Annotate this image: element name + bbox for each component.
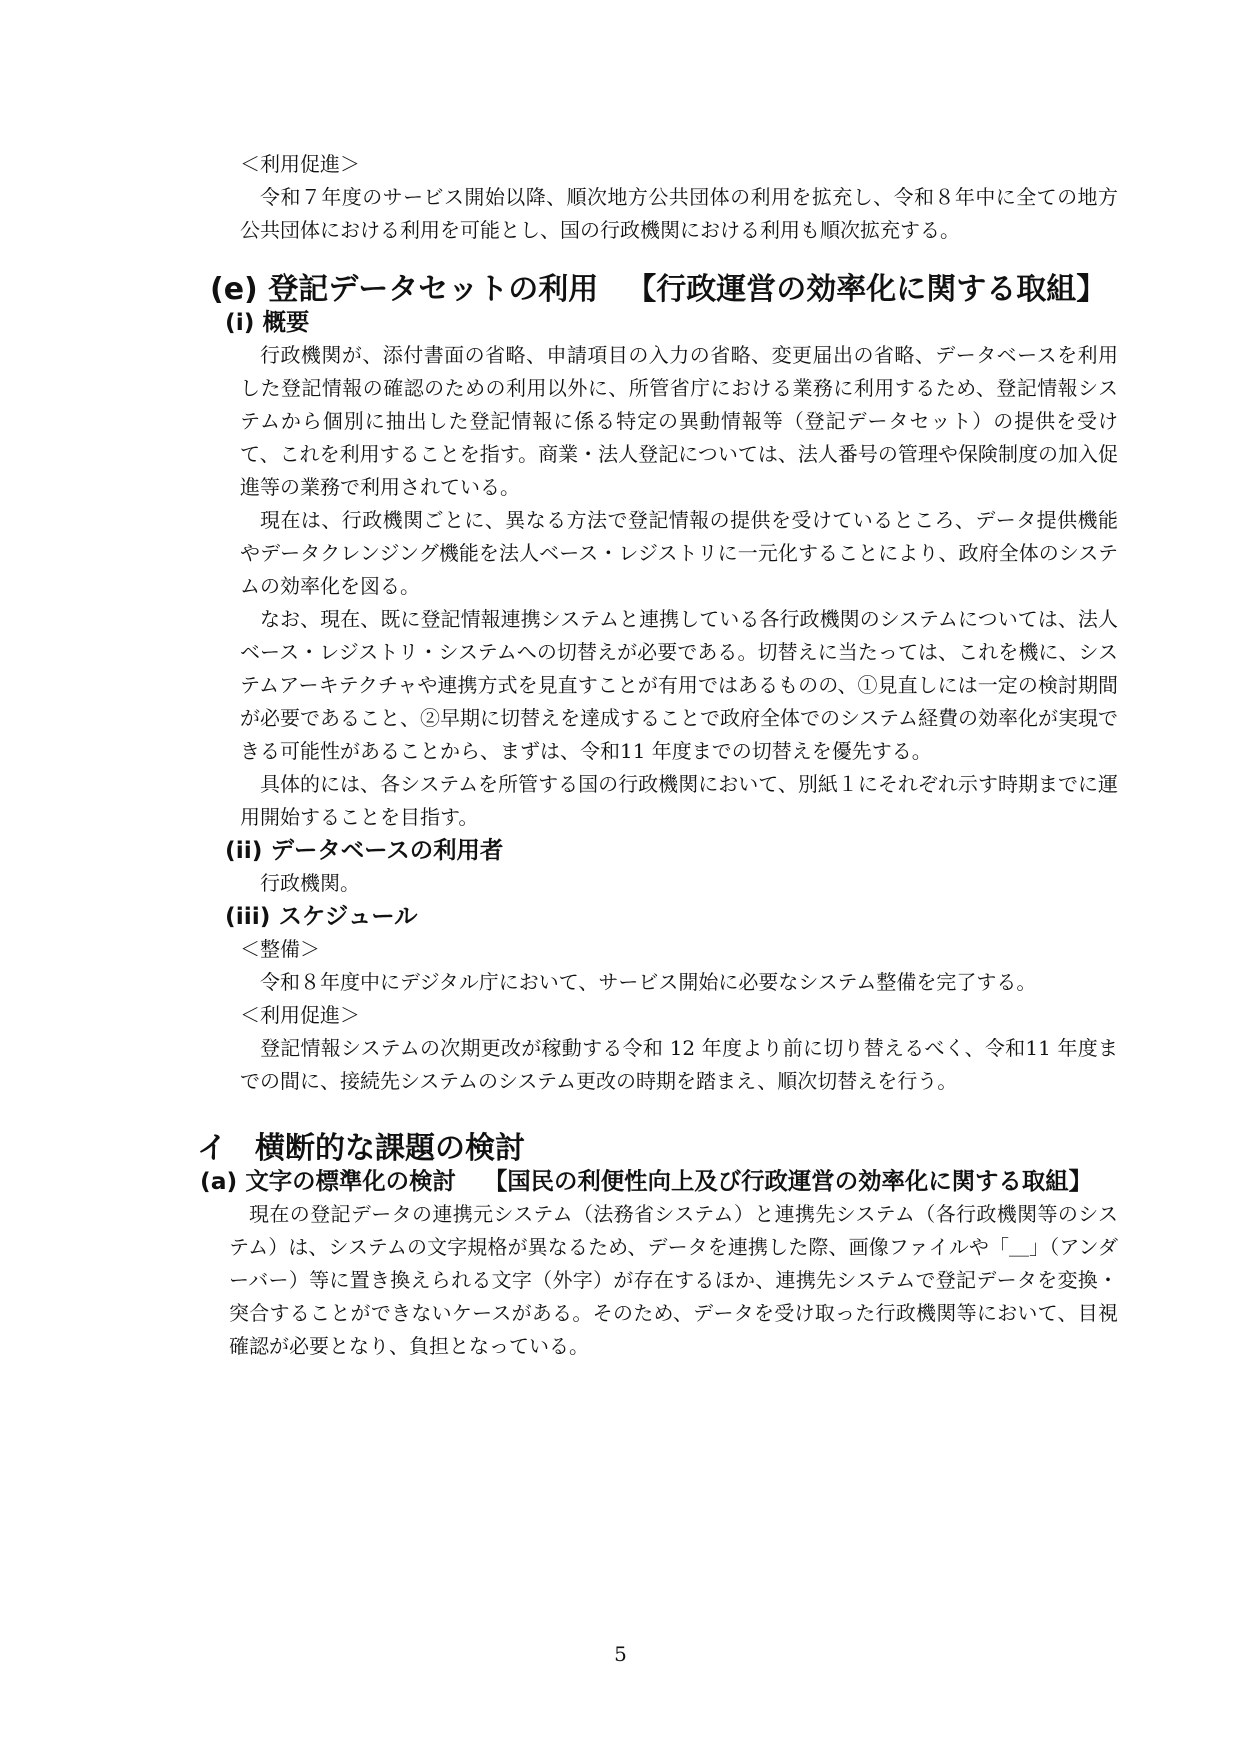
- section-a-tag: 【国民の利便性向上及び行政運営の効率化に関する取組】: [483, 1167, 1092, 1195]
- section-i-title: 横断的な課題の検討: [255, 1131, 525, 1166]
- section-i-heading: [197, 1132, 1241, 1165]
- sub-iii-title: スケジュール: [278, 902, 418, 930]
- page-number: 5: [614, 1642, 627, 1666]
- schedule-promotion-paragraph: 登記情報システムの次期更改が稼動する令和 12 年度より前に切り替えるべく、令和11 年度までの間に、接続先システムのシステム更改の時期を踏まえ、順次切替えを行う。: [240, 1036, 1118, 1093]
- sub-ii-title: データベースの利用者: [270, 836, 504, 864]
- top-block: [240, 148, 1241, 247]
- users-paragraph: 行政機関。: [260, 871, 360, 895]
- sub-iii-body: [240, 933, 1241, 1098]
- section-e-label: (e): [210, 272, 258, 307]
- character-standardization-paragraph: 現在の登記データの連携元システム（法務省システム）と連携先システム（各行政機関等のシステム）は、システムの文字規格が異なるため、データを連携した際、画像ファイルや「＿」（アンダーバー）等に置き換えられる文字（外字）が存在するほか、連携先システムで登記データを変換・突合することができないケースがある。そのため、データを受け取った行政機関等において、目視確認が必要となり、負担となっている。: [229, 1202, 1118, 1358]
- maintenance-heading: ＜整備＞: [240, 937, 320, 961]
- sub-iii-label: (iii): [225, 902, 271, 930]
- section-i-label: イ: [197, 1131, 227, 1166]
- section-e-tag: 【行政運営の効率化に関する取組】: [626, 272, 1107, 307]
- section-e-heading: [210, 273, 1241, 306]
- overview-paragraph-4: 具体的には、各システムを所管する国の行政機関において、別紙１にそれぞれ示す時期までに運用開始することを目指す。: [240, 772, 1118, 829]
- overview-paragraph-2: 現在は、行政機関ごとに、異なる方法で登記情報の提供を受けているところ、データ提供機能やデータクレンジング機能を法人ベース・レジストリに一元化することにより、政府全体のシステムの効率化を図る。: [240, 508, 1118, 598]
- schedule-promotion-heading: ＜利用促進＞: [240, 1003, 360, 1027]
- sub-iii-heading: [225, 900, 1241, 933]
- sub-ii-heading: [225, 834, 1241, 867]
- section-a-title: 文字の標準化の検討: [245, 1167, 456, 1195]
- section-e-title: 登記データセットの利用: [268, 272, 599, 307]
- sub-i-title: 概要: [262, 308, 310, 336]
- sub-ii-body: [240, 867, 1241, 900]
- sub-i-heading: [225, 306, 1241, 339]
- overview-paragraph-3: なお、現在、既に登記情報連携システムと連携している各行政機関のシステムについては、法人ベース・レジストリ・システムへの切替えが必要である。切替えに当たっては、これを機に、システムアーキテクチャや連携方式を見直すことが有用ではあるものの、①見直しには一定の検討期間が必要であること、②早期に切替えを達成することで政府全体でのシステム経費の効率化が実現できる可能性があることから、まずは、令和11 年度までの切替えを優先する。: [240, 607, 1118, 763]
- section-a-label: (a): [200, 1167, 238, 1195]
- maintenance-paragraph: 令和８年度中にデジタル庁において、サービス開始に必要なシステム整備を完了する。: [260, 970, 1037, 994]
- promotion-paragraph: 令和７年度のサービス開始以降、順次地方公共団体の利用を拡充し、令和８年中に全ての地方公共団体における利用を可能とし、国の行政機関における利用も順次拡充する。: [240, 185, 1118, 242]
- promotion-heading: ＜利用促進＞: [240, 152, 360, 176]
- sub-i-body: [240, 339, 1241, 834]
- sub-ii-label: (ii): [225, 836, 263, 864]
- section-a-heading: [200, 1165, 1241, 1198]
- overview-paragraph-1: 行政機関が、添付書面の省略、申請項目の入力の省略、変更届出の省略、データベースを利用した登記情報の確認のための利用以外に、所管省庁における業務に利用するため、登記情報システムから個別に抽出した登記情報に係る特定の異動情報等（登記データセット）の提供を受けて、これを利用することを指す。商業・法人登記については、法人番号の管理や保険制度の加入促進等の業務で利用されている。: [240, 343, 1118, 499]
- sub-i-label: (i): [225, 308, 255, 336]
- page-content: [0, 148, 1241, 1363]
